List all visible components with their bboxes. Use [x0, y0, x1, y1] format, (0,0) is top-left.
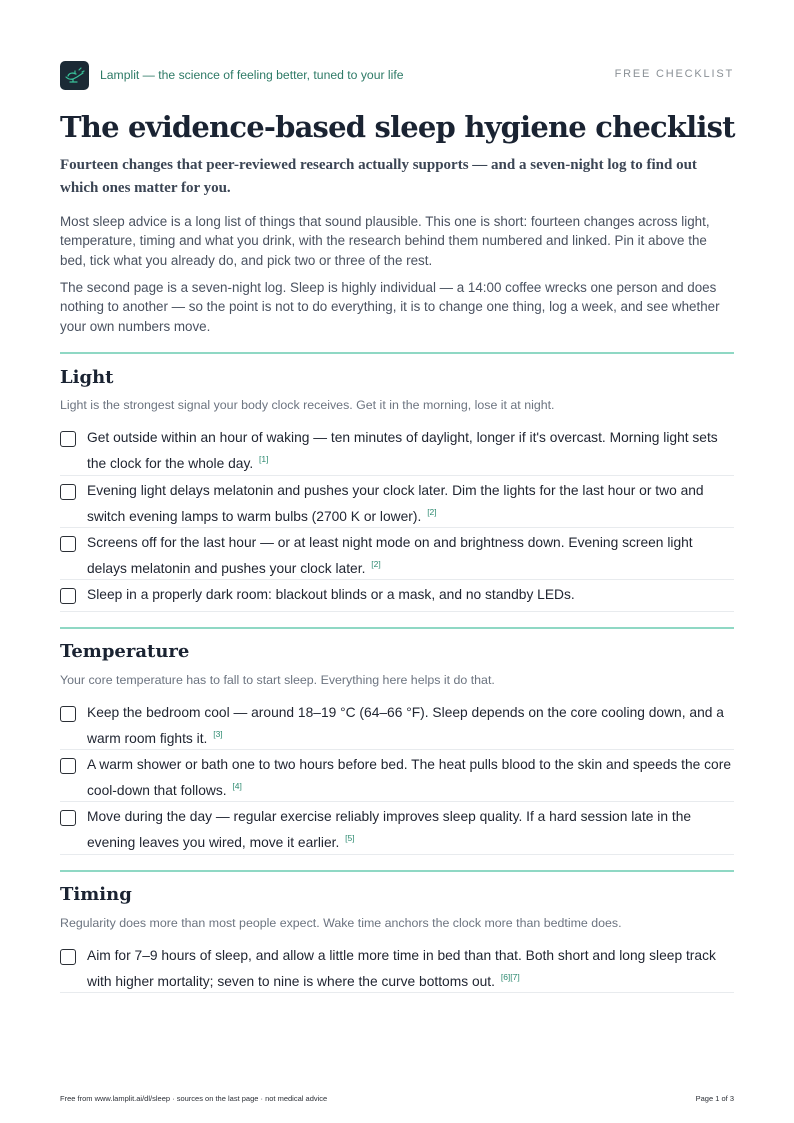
checkbox[interactable]: [60, 431, 76, 447]
section-divider: [60, 870, 734, 872]
intro-paragraph: Most sleep advice is a long list of things that sound plausible. This one is short: fourteen changes across light, temperature, timing and what you drink, with the research behind them numbered and linked. Pin it above the bed, tick what you already do, and pick two or three of the rest.: [60, 214, 710, 268]
page-title: The evidence-based sleep hygiene checklist: [60, 110, 735, 144]
checkbox[interactable]: [60, 949, 76, 965]
citation-link[interactable]: [2]: [427, 506, 437, 517]
item-text: Sleep in a properly dark room: blackout blinds or a mask, and no standby LEDs.: [87, 587, 575, 602]
section-divider: [60, 627, 734, 629]
section-title-light: Light: [60, 367, 114, 388]
citation-link[interactable]: [5]: [345, 832, 355, 843]
citation-link[interactable]: [3]: [213, 728, 223, 739]
page-number: Page 1 of 3: [695, 1094, 734, 1103]
checklist-item: [60, 941, 734, 993]
checkbox[interactable]: [60, 536, 76, 552]
item-text: Screens off for the last hour — or at least night mode on and brightness down. Evening screen light delays melatonin and pushes your clock later.: [87, 535, 693, 576]
item-text: Move during the day — regular exercise reliably improves sleep quality. If a hard session late in the evening leaves you wired, move it earlier.: [87, 809, 692, 850]
checklist-item: [60, 528, 734, 580]
checklist-item: [60, 476, 734, 528]
brand-tagline: Lamplit — the science of feeling better, tuned to your life: [100, 68, 404, 82]
item-text: Keep the bedroom cool — around 18–19 °C (64–66 °F). Sleep depends on the core cooling down, and a warm room fights it.: [87, 705, 724, 746]
footer-note: Free from www.lamplit.ai/dl/sleep · sources on the last page · not medical advice: [60, 1094, 328, 1103]
checkbox[interactable]: [60, 706, 76, 722]
checklist-item: [60, 423, 734, 476]
section-title-temperature: Temperature: [60, 641, 190, 662]
header-bar: [60, 61, 734, 90]
section-description: Light is the strongest signal your body clock receives. Get it in the morning, lose it at night.: [60, 398, 555, 412]
intro-paragraph: The second page is a seven-night log. Sleep is highly individual — a 14:00 coffee wrecks one person and does nothing to another — so the point is not to do everything, it is to change one thing, log a week, and see whether your own numbers move.: [60, 280, 720, 334]
citation-link[interactable]: [4]: [232, 780, 242, 791]
checkbox[interactable]: [60, 758, 76, 774]
citation-link[interactable]: [6][7]: [500, 971, 520, 982]
item-text: Evening light delays melatonin and pushes your clock later. Dim the lights for the last hour or two and switch evening lamps to warm bulbs (2700 K or lower).: [87, 483, 704, 524]
checklist-item: [60, 698, 734, 750]
citation-link[interactable]: [1]: [259, 453, 269, 464]
item-text: Aim for 7–9 hours of sleep, and allow a little more time in bed than that. Both short and long sleep track with higher mortality; seven to nine is where the curve bottoms out.: [87, 948, 716, 989]
item-text: A warm shower or bath one to two hours before bed. The heat pulls blood to the skin and speeds the core cool-down that follows.: [87, 757, 732, 798]
checkbox[interactable]: [60, 810, 76, 826]
section-divider: [60, 352, 734, 354]
page-subtitle: Fourteen changes that peer-reviewed research actually supports — and a seven-night log to find out which ones matter for you.: [60, 157, 697, 196]
checkbox[interactable]: [60, 588, 76, 604]
lamp-icon: [60, 61, 89, 90]
section-title-timing: Timing: [60, 884, 132, 905]
section-description: Regularity does more than most people expect. Wake time anchors the clock more than bedtime does.: [60, 916, 622, 930]
section-description: Your core temperature has to fall to start sleep. Everything here helps it do that.: [60, 673, 495, 687]
item-text: Get outside within an hour of waking — ten minutes of daylight, longer if it's overcast. Morning light sets the clock for the whole day.: [87, 430, 718, 471]
checklist-item: [60, 802, 734, 855]
checklist-badge: FREE CHECKLIST: [614, 68, 734, 80]
page: [60, 0, 734, 1123]
checklist-item: [60, 750, 734, 802]
checkbox[interactable]: [60, 484, 76, 500]
checklist-item: [60, 580, 734, 612]
citation-link[interactable]: [2]: [371, 558, 381, 569]
